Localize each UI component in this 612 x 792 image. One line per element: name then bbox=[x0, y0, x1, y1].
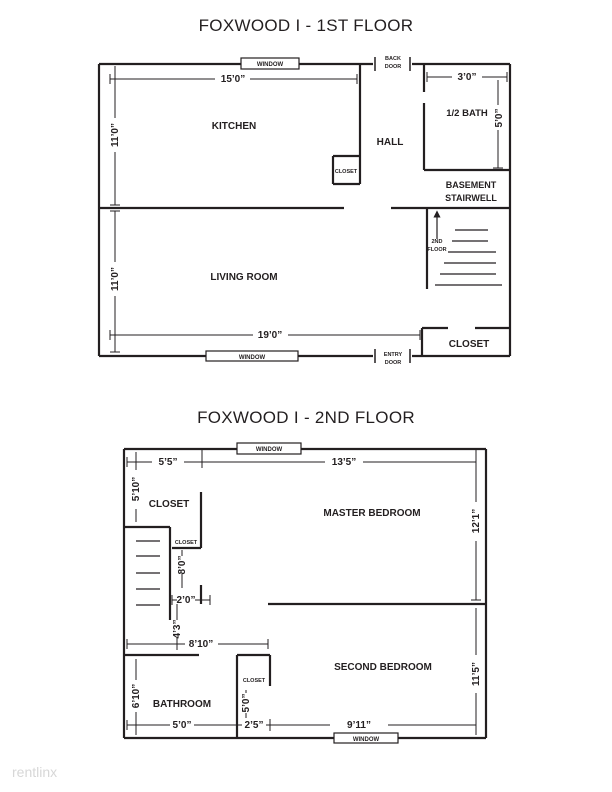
svg-text:WINDOW: WINDOW bbox=[238, 355, 266, 361]
second-depth-dim: 11’5” bbox=[471, 662, 482, 686]
floor1-window-bottom bbox=[206, 351, 298, 361]
second-floor-label-2: FLOOR bbox=[427, 247, 447, 253]
back-door-label-2: DOOR bbox=[384, 64, 402, 70]
back-door-label-1: BACK bbox=[385, 56, 401, 62]
second-floor-label-1: 2ND bbox=[431, 239, 443, 245]
hall-width-dim: 2’0” bbox=[176, 595, 196, 606]
bath-width-dim: 5’0” bbox=[172, 720, 192, 731]
bath-closet-width-dim: 2’5” bbox=[244, 720, 264, 731]
living-depth-dim: 11’0” bbox=[110, 267, 121, 291]
bath-depth-dim: 6’10” bbox=[131, 683, 142, 709]
second-width-dim: 9’11” bbox=[347, 720, 371, 731]
floor1-title: FOXWOOD I - 1ST FLOOR bbox=[198, 16, 414, 35]
bath-width-dim: 3’0” bbox=[457, 72, 477, 83]
living-width-dim: 19’0” bbox=[257, 330, 283, 341]
svg-text:WINDOW: WINDOW bbox=[352, 737, 380, 743]
bath-depth-dim: 5’0” bbox=[494, 108, 505, 128]
closet-depth-dim: 5’10” bbox=[131, 476, 142, 502]
entry-closet-label: CLOSET bbox=[448, 339, 490, 350]
half-bath-label: 1/2 BATH bbox=[446, 108, 488, 119]
basement-label-2: STAIRWELL bbox=[445, 193, 497, 203]
second-bedroom-label: SECOND BEDROOM bbox=[334, 662, 432, 673]
entry-door-label-1: ENTRY bbox=[383, 352, 403, 358]
kitchen-width-dim: 15’0” bbox=[220, 74, 246, 85]
floor2-stairs bbox=[136, 541, 160, 605]
hall-length-dim: 8’0” bbox=[177, 555, 188, 575]
bath-closet-depth-dim: 5’0” bbox=[241, 693, 252, 713]
big-closet-label: CLOSET bbox=[148, 499, 190, 510]
floor2-dimension-lines bbox=[127, 449, 481, 735]
master-depth-dim: 12’1” bbox=[471, 508, 482, 534]
basement-label-1: BASEMENT bbox=[445, 180, 497, 190]
master-width-dim: 13’5” bbox=[331, 457, 357, 468]
bath-closet-label: CLOSET bbox=[242, 678, 266, 684]
small-closet-label: CLOSET bbox=[174, 540, 198, 546]
hall-label: HALL bbox=[376, 137, 404, 148]
floor2-window-top bbox=[237, 443, 301, 454]
stair-gap-dim: 4’3” bbox=[172, 619, 183, 639]
kitchen-label: KITCHEN bbox=[211, 121, 257, 132]
entry-door-label-2: DOOR bbox=[384, 360, 402, 366]
svg-text:WINDOW: WINDOW bbox=[255, 447, 283, 453]
rentlinx-watermark: rentlinx bbox=[12, 764, 58, 780]
floor2-walls bbox=[124, 449, 486, 738]
bathroom-label: BATHROOM bbox=[152, 699, 212, 710]
svg-text:WINDOW: WINDOW bbox=[256, 62, 284, 68]
closet-width-dim: 5’5” bbox=[158, 457, 178, 468]
bath-run-dim: 8’10” bbox=[188, 639, 214, 650]
living-room-label: LIVING ROOM bbox=[210, 272, 278, 283]
floor1-window-top bbox=[241, 58, 299, 69]
floor2-window-bottom bbox=[334, 733, 398, 743]
master-bedroom-label: MASTER BEDROOM bbox=[323, 508, 421, 519]
kitchen-closet-label: CLOSET bbox=[334, 169, 358, 175]
floor2-title: FOXWOOD I - 2ND FLOOR bbox=[197, 408, 415, 427]
kitchen-depth-dim: 11’0” bbox=[110, 123, 121, 147]
